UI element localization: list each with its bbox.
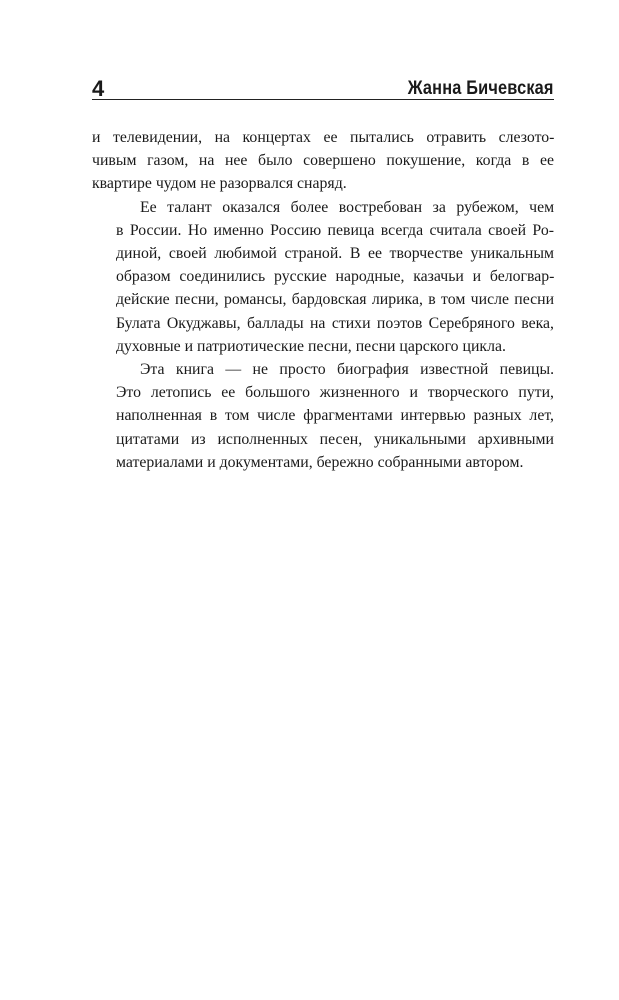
- header-divider: [92, 99, 554, 100]
- text-line: наполненная в том числе фрагментами интервью разных лет,: [116, 407, 554, 425]
- text-line: Ее талант оказался более востребован за рубежом, чем: [140, 198, 555, 216]
- text-line: Эта книга — не просто биография известной певицы.: [140, 361, 555, 379]
- running-head-author: Жанна Бичевская: [408, 78, 554, 99]
- text-line: духовные и патриотические песни, песни царского цикла.: [116, 337, 506, 355]
- text-line: дейские песни, романсы, бардовская лирика, в том числе песни: [116, 291, 555, 309]
- paragraph-2: [92, 196, 554, 358]
- page-header: [92, 70, 554, 100]
- page-number: 4: [92, 76, 105, 101]
- text-line: Это летопись ее большого жизненного и творческого пути,: [116, 384, 554, 402]
- text-line: в России. Но именно Россию певица всегда считала своей Ро-: [116, 221, 554, 239]
- text-line: образом соединились русские народные, казачьи и белогвар-: [116, 268, 555, 286]
- text-line: цитатами из исполненных песен, уникальными архивными: [116, 430, 554, 448]
- text-line: диной, своей любимой страной. В ее творчестве уникальным: [116, 245, 554, 263]
- paragraph-1: [92, 126, 554, 196]
- body-text: [92, 126, 554, 474]
- text-line: и телевидении, на концертах ее пытались отравить слезото-: [92, 129, 555, 146]
- text-line: материалами и документами, бережно собранными автором.: [116, 453, 524, 471]
- text-line: квартире чудом не разорвался снаряд.: [92, 175, 347, 193]
- text-line: чивым газом, на нее было совершено покушение, когда в ее: [92, 152, 555, 170]
- paragraph-3: [92, 358, 554, 474]
- text-line: Булата Окуджавы, баллады на стихи поэтов Серебряного века,: [116, 314, 555, 332]
